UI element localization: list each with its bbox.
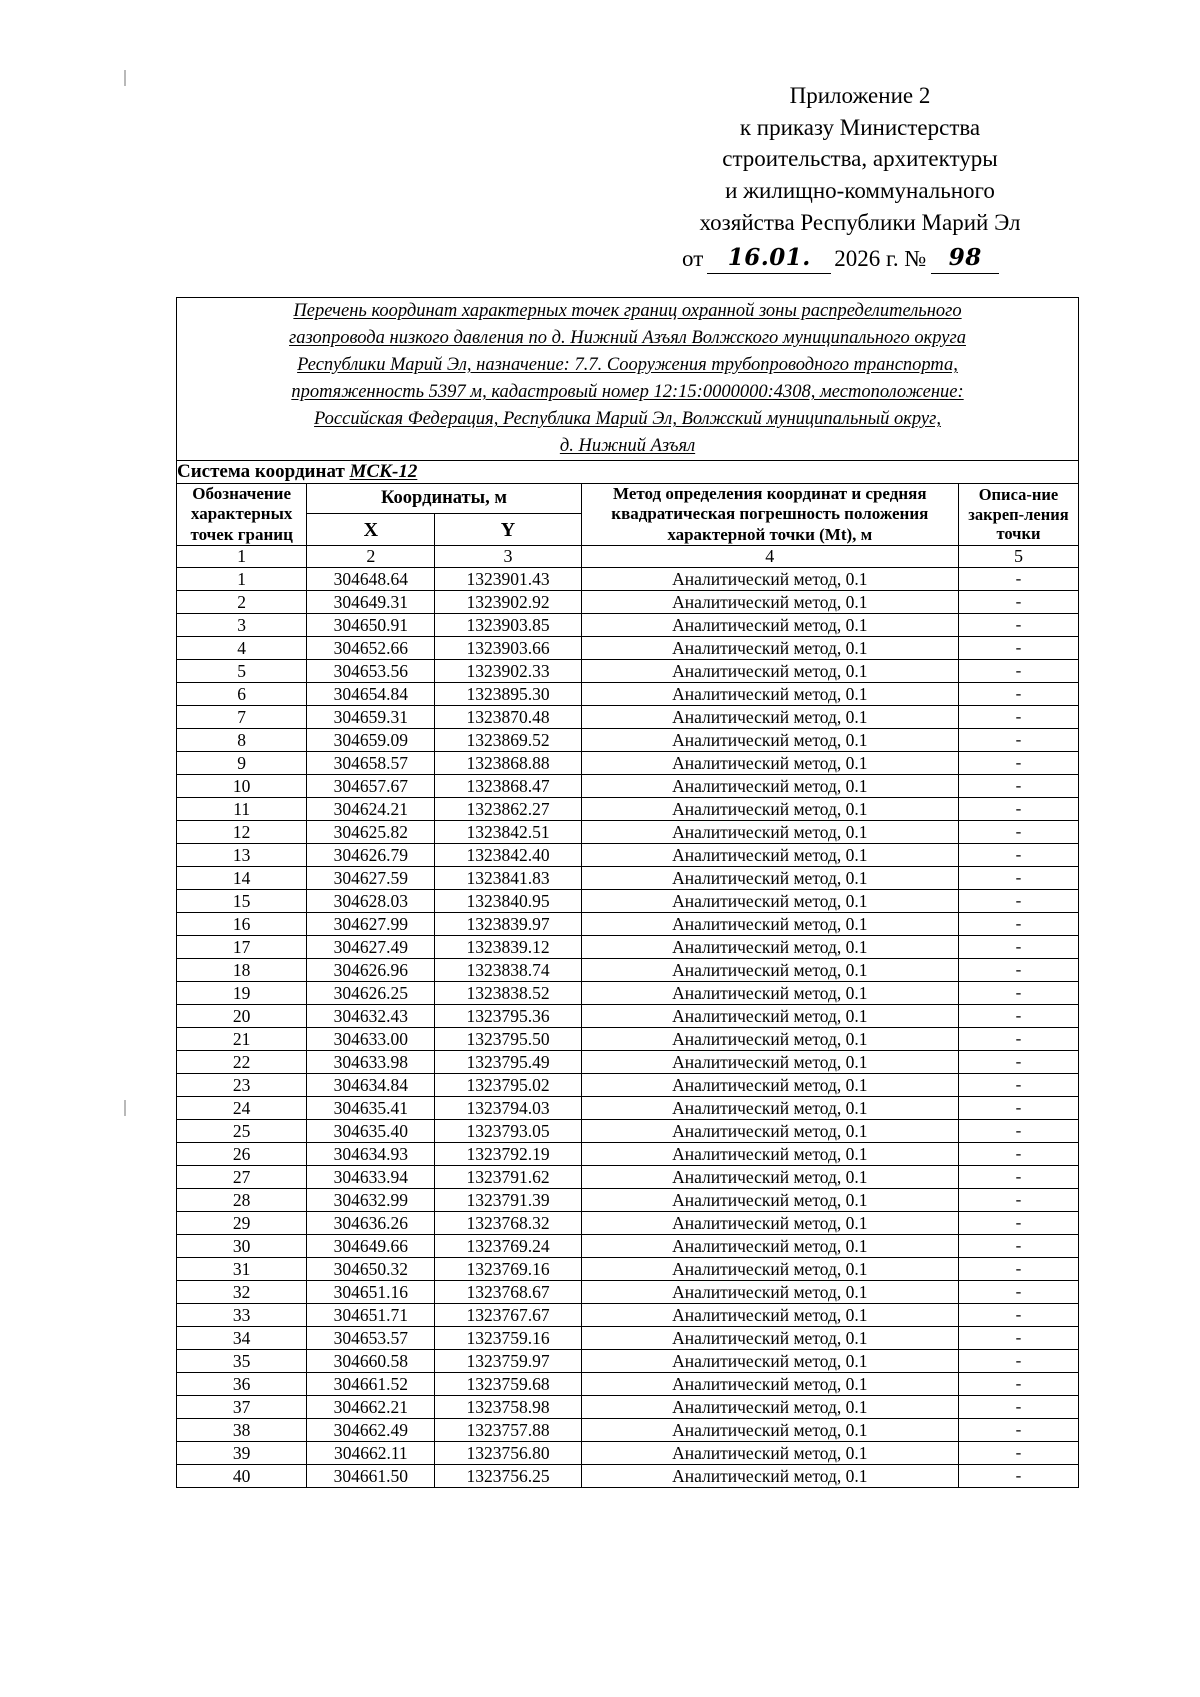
cell-method: Аналитический метод, 0.1 [581, 637, 958, 660]
cell-description: - [958, 1258, 1078, 1281]
header-line-3: строительства, архитектуры [722, 146, 998, 172]
cell-coordinate-y: 1323795.49 [435, 1051, 581, 1074]
cell-point-number: 26 [177, 1143, 307, 1166]
cell-description: - [958, 752, 1078, 775]
cell-coordinate-x: 304627.49 [307, 936, 435, 959]
cell-description: - [958, 1419, 1078, 1442]
cell-method: Аналитический метод, 0.1 [581, 568, 958, 591]
cell-method: Аналитический метод, 0.1 [581, 1396, 958, 1419]
cell-point-number: 14 [177, 867, 307, 890]
cell-coordinate-y: 1323794.03 [435, 1097, 581, 1120]
cell-coordinate-y: 1323869.52 [435, 729, 581, 752]
cell-coordinate-y: 1323795.36 [435, 1005, 581, 1028]
cell-coordinate-x: 304662.21 [307, 1396, 435, 1419]
header-line-2: к приказу Министерства [739, 114, 981, 140]
cell-coordinate-y: 1323768.32 [435, 1212, 581, 1235]
cell-point-number: 36 [177, 1373, 307, 1396]
cell-method: Аналитический метод, 0.1 [581, 706, 958, 729]
cell-coordinate-y: 1323838.74 [435, 959, 581, 982]
cell-method: Аналитический метод, 0.1 [581, 1005, 958, 1028]
cell-method: Аналитический метод, 0.1 [581, 1304, 958, 1327]
cell-coordinate-y: 1323791.62 [435, 1166, 581, 1189]
cell-method: Аналитический метод, 0.1 [581, 1074, 958, 1097]
table-row [177, 591, 1079, 614]
cell-coordinate-y: 1323868.47 [435, 775, 581, 798]
cell-description: - [958, 1281, 1078, 1304]
cell-coordinate-x: 304651.16 [307, 1281, 435, 1304]
cell-description: - [958, 1350, 1078, 1373]
cell-coordinate-y: 1323791.39 [435, 1189, 581, 1212]
table-row [177, 1373, 1079, 1396]
cell-method: Аналитический метод, 0.1 [581, 775, 958, 798]
cell-coordinate-y: 1323793.05 [435, 1120, 581, 1143]
cell-coordinate-y: 1323769.16 [435, 1258, 581, 1281]
cell-description: - [958, 1442, 1078, 1465]
coordinate-system-cell [177, 461, 1079, 484]
table-row [177, 1442, 1079, 1465]
cell-method: Аналитический метод, 0.1 [581, 1166, 958, 1189]
coordinate-system-row [177, 461, 1079, 484]
cell-coordinate-y: 1323759.68 [435, 1373, 581, 1396]
cell-coordinate-y: 1323902.33 [435, 660, 581, 683]
cell-method: Аналитический метод, 0.1 [581, 591, 958, 614]
cell-method: Аналитический метод, 0.1 [581, 1350, 958, 1373]
cell-method: Аналитический метод, 0.1 [581, 1465, 958, 1488]
cell-description: - [958, 591, 1078, 614]
cell-coordinate-x: 304659.09 [307, 729, 435, 752]
table-row [177, 752, 1079, 775]
header-coordinates-group: Координаты, м [307, 484, 581, 514]
cell-description: - [958, 936, 1078, 959]
cell-method: Аналитический метод, 0.1 [581, 660, 958, 683]
cell-coordinate-y: 1323901.43 [435, 568, 581, 591]
cell-description: - [958, 867, 1078, 890]
cell-method: Аналитический метод, 0.1 [581, 982, 958, 1005]
cell-point-number: 17 [177, 936, 307, 959]
column-number-2: 2 [307, 546, 435, 568]
cell-coordinate-x: 304662.11 [307, 1442, 435, 1465]
cell-method: Аналитический метод, 0.1 [581, 1235, 958, 1258]
cell-point-number: 27 [177, 1166, 307, 1189]
cell-description: - [958, 729, 1078, 752]
cell-coordinate-x: 304626.96 [307, 959, 435, 982]
cell-description: - [958, 1235, 1078, 1258]
cell-method: Аналитический метод, 0.1 [581, 1143, 958, 1166]
cell-point-number: 20 [177, 1005, 307, 1028]
cell-point-number: 29 [177, 1212, 307, 1235]
table-row [177, 1074, 1079, 1097]
table-title-cell [177, 298, 1079, 461]
cell-coordinate-y: 1323756.80 [435, 1442, 581, 1465]
cell-description: - [958, 1304, 1078, 1327]
cell-coordinate-x: 304649.66 [307, 1235, 435, 1258]
cell-description: - [958, 683, 1078, 706]
cell-description: - [958, 1212, 1078, 1235]
cell-coordinate-y: 1323868.88 [435, 752, 581, 775]
cell-method: Аналитический метод, 0.1 [581, 1373, 958, 1396]
approval-header [640, 80, 1080, 274]
cell-description: - [958, 844, 1078, 867]
cell-description: - [958, 1005, 1078, 1028]
cell-coordinate-y: 1323792.19 [435, 1143, 581, 1166]
title-line-6: д. Нижний Азъял [559, 436, 696, 456]
table-row [177, 1304, 1079, 1327]
cell-point-number: 5 [177, 660, 307, 683]
table-row [177, 1350, 1079, 1373]
cell-description: - [958, 1189, 1078, 1212]
column-number-4: 4 [581, 546, 958, 568]
table-row [177, 1419, 1079, 1442]
cell-point-number: 31 [177, 1258, 307, 1281]
cell-description: - [958, 1051, 1078, 1074]
cell-point-number: 33 [177, 1304, 307, 1327]
cell-coordinate-y: 1323842.51 [435, 821, 581, 844]
column-number-3: 3 [435, 546, 581, 568]
cell-method: Аналитический метод, 0.1 [581, 890, 958, 913]
cell-point-number: 40 [177, 1465, 307, 1488]
cell-point-number: 21 [177, 1028, 307, 1051]
cell-description: - [958, 1166, 1078, 1189]
cell-coordinate-y: 1323758.98 [435, 1396, 581, 1419]
cell-coordinate-y: 1323769.24 [435, 1235, 581, 1258]
header-point-designation: Обозначение характерных точек границ [177, 484, 307, 546]
date-prefix-label: от [682, 245, 704, 271]
cell-coordinate-x: 304654.84 [307, 683, 435, 706]
cell-coordinate-y: 1323903.66 [435, 637, 581, 660]
cell-description: - [958, 706, 1078, 729]
header-description: Описа-ние закреп-ления точки [958, 484, 1078, 546]
table-row [177, 890, 1079, 913]
table-row [177, 982, 1079, 1005]
cell-method: Аналитический метод, 0.1 [581, 1281, 958, 1304]
cell-point-number: 2 [177, 591, 307, 614]
cell-coordinate-y: 1323862.27 [435, 798, 581, 821]
cell-point-number: 34 [177, 1327, 307, 1350]
cell-coordinate-y: 1323756.25 [435, 1465, 581, 1488]
cell-coordinate-x: 304636.26 [307, 1212, 435, 1235]
cell-coordinate-y: 1323838.52 [435, 982, 581, 1005]
cell-point-number: 18 [177, 959, 307, 982]
table-row [177, 1212, 1079, 1235]
cell-coordinate-x: 304650.91 [307, 614, 435, 637]
order-year-label: 2026 г. № [834, 245, 927, 271]
table-row [177, 1005, 1079, 1028]
cell-description: - [958, 959, 1078, 982]
cell-point-number: 35 [177, 1350, 307, 1373]
cell-coordinate-x: 304633.94 [307, 1166, 435, 1189]
cell-method: Аналитический метод, 0.1 [581, 1442, 958, 1465]
header-line-5: хозяйства Республики Марий Эл [699, 209, 1021, 235]
table-row [177, 1166, 1079, 1189]
cell-method: Аналитический метод, 0.1 [581, 1189, 958, 1212]
cell-method: Аналитический метод, 0.1 [581, 913, 958, 936]
coordinates-table-body [177, 568, 1079, 1488]
coordinate-system-value: МСК-12 [349, 461, 418, 482]
cell-point-number: 1 [177, 568, 307, 591]
cell-description: - [958, 614, 1078, 637]
cell-point-number: 10 [177, 775, 307, 798]
cell-method: Аналитический метод, 0.1 [581, 1028, 958, 1051]
table-row [177, 1235, 1079, 1258]
cell-method: Аналитический метод, 0.1 [581, 1212, 958, 1235]
column-number-5: 5 [958, 546, 1078, 568]
cell-coordinate-y: 1323839.12 [435, 936, 581, 959]
cell-coordinate-y: 1323870.48 [435, 706, 581, 729]
cell-coordinate-y: 1323768.67 [435, 1281, 581, 1304]
table-title-row [177, 298, 1079, 461]
cell-point-number: 23 [177, 1074, 307, 1097]
table-row [177, 1051, 1079, 1074]
cell-point-number: 16 [177, 913, 307, 936]
cell-point-number: 15 [177, 890, 307, 913]
cell-description: - [958, 890, 1078, 913]
cell-coordinate-x: 304628.03 [307, 890, 435, 913]
cell-method: Аналитический метод, 0.1 [581, 844, 958, 867]
cell-method: Аналитический метод, 0.1 [581, 821, 958, 844]
cell-coordinate-y: 1323759.16 [435, 1327, 581, 1350]
cell-method: Аналитический метод, 0.1 [581, 798, 958, 821]
cell-coordinate-x: 304633.98 [307, 1051, 435, 1074]
cell-point-number: 9 [177, 752, 307, 775]
cell-point-number: 32 [177, 1281, 307, 1304]
table-row [177, 936, 1079, 959]
cell-method: Аналитический метод, 0.1 [581, 683, 958, 706]
title-line-3: Республики Марий Эл, назначение: 7.7. Сооружения трубопроводного транспорта, [297, 355, 958, 375]
title-line-2: газопровода низкого давления по д. Нижний Азъял Волжского муниципального округа [289, 328, 966, 348]
table-row [177, 1281, 1079, 1304]
title-line-4: протяженность 5397 м, кадастровый номер 12:15:0000000:4308, местоположение: [291, 382, 964, 402]
cell-description: - [958, 821, 1078, 844]
cell-coordinate-y: 1323840.95 [435, 890, 581, 913]
cell-coordinate-y: 1323757.88 [435, 1419, 581, 1442]
cell-coordinate-y: 1323903.85 [435, 614, 581, 637]
cell-coordinate-y: 1323759.97 [435, 1350, 581, 1373]
cell-coordinate-y: 1323902.92 [435, 591, 581, 614]
title-line-5: Российская Федерация, Республика Марий Эл, Волжский муниципальный округ, [314, 409, 941, 429]
cell-point-number: 11 [177, 798, 307, 821]
cell-coordinate-x: 304650.32 [307, 1258, 435, 1281]
cell-point-number: 28 [177, 1189, 307, 1212]
cell-coordinate-x: 304632.99 [307, 1189, 435, 1212]
header-y: Y [435, 513, 581, 545]
table-row [177, 637, 1079, 660]
table-row [177, 1327, 1079, 1350]
margin-tick-middle [124, 1100, 126, 1116]
table-row [177, 660, 1079, 683]
cell-method: Аналитический метод, 0.1 [581, 1097, 958, 1120]
cell-coordinate-x: 304625.82 [307, 821, 435, 844]
cell-method: Аналитический метод, 0.1 [581, 614, 958, 637]
cell-point-number: 8 [177, 729, 307, 752]
cell-method: Аналитический метод, 0.1 [581, 752, 958, 775]
cell-coordinate-x: 304635.41 [307, 1097, 435, 1120]
cell-point-number: 24 [177, 1097, 307, 1120]
cell-coordinate-x: 304635.40 [307, 1120, 435, 1143]
cell-point-number: 38 [177, 1419, 307, 1442]
cell-method: Аналитический метод, 0.1 [581, 1419, 958, 1442]
order-date-value: 16.01. [707, 242, 831, 275]
table-row [177, 1120, 1079, 1143]
title-line-1: Перечень координат характерных точек границ охранной зоны распределительного [293, 301, 962, 321]
cell-point-number: 7 [177, 706, 307, 729]
cell-point-number: 4 [177, 637, 307, 660]
table-row [177, 867, 1079, 890]
cell-coordinate-y: 1323841.83 [435, 867, 581, 890]
coordinates-table-wrapper [176, 297, 1079, 1488]
header-method: Метод определения координат и средняя квадратическая погрешность положения характерной точки (Mt), м [581, 484, 958, 546]
table-row [177, 1258, 1079, 1281]
cell-point-number: 37 [177, 1396, 307, 1419]
cell-coordinate-x: 304658.57 [307, 752, 435, 775]
order-number-value: 98 [931, 242, 999, 275]
cell-coordinate-x: 304661.52 [307, 1373, 435, 1396]
cell-method: Аналитический метод, 0.1 [581, 867, 958, 890]
table-row [177, 1143, 1079, 1166]
cell-coordinate-y: 1323795.50 [435, 1028, 581, 1051]
table-row [177, 706, 1079, 729]
cell-description: - [958, 1143, 1078, 1166]
table-row [177, 683, 1079, 706]
column-number-row [177, 546, 1079, 568]
order-date-line [640, 242, 1080, 275]
cell-point-number: 39 [177, 1442, 307, 1465]
cell-point-number: 25 [177, 1120, 307, 1143]
table-row [177, 1097, 1079, 1120]
table-row [177, 614, 1079, 637]
table-row [177, 821, 1079, 844]
cell-coordinate-x: 304651.71 [307, 1304, 435, 1327]
cell-point-number: 19 [177, 982, 307, 1005]
table-row [177, 1189, 1079, 1212]
cell-description: - [958, 660, 1078, 683]
cell-description: - [958, 1373, 1078, 1396]
cell-method: Аналитический метод, 0.1 [581, 1258, 958, 1281]
cell-method: Аналитический метод, 0.1 [581, 959, 958, 982]
cell-method: Аналитический метод, 0.1 [581, 936, 958, 959]
table-row [177, 959, 1079, 982]
cell-coordinate-x: 304648.64 [307, 568, 435, 591]
cell-description: - [958, 775, 1078, 798]
cell-method: Аналитический метод, 0.1 [581, 1327, 958, 1350]
header-x: X [307, 513, 435, 545]
table-row [177, 568, 1079, 591]
table-row [177, 1396, 1079, 1419]
cell-coordinate-x: 304624.21 [307, 798, 435, 821]
cell-coordinate-x: 304633.00 [307, 1028, 435, 1051]
cell-coordinate-y: 1323767.67 [435, 1304, 581, 1327]
table-row [177, 775, 1079, 798]
cell-coordinate-x: 304653.57 [307, 1327, 435, 1350]
cell-coordinate-x: 304632.43 [307, 1005, 435, 1028]
cell-coordinate-x: 304652.66 [307, 637, 435, 660]
cell-description: - [958, 1465, 1078, 1488]
cell-coordinate-x: 304627.99 [307, 913, 435, 936]
cell-coordinate-x: 304627.59 [307, 867, 435, 890]
table-row [177, 1028, 1079, 1051]
cell-coordinate-x: 304657.67 [307, 775, 435, 798]
cell-coordinate-y: 1323895.30 [435, 683, 581, 706]
cell-coordinate-y: 1323842.40 [435, 844, 581, 867]
column-number-1: 1 [177, 546, 307, 568]
coordinates-table [176, 297, 1079, 1488]
header-line-4: и жилищно-коммунального [725, 178, 995, 204]
coordinate-system-label: Система координат [177, 461, 345, 482]
cell-point-number: 3 [177, 614, 307, 637]
cell-point-number: 13 [177, 844, 307, 867]
table-row [177, 798, 1079, 821]
cell-method: Аналитический метод, 0.1 [581, 1051, 958, 1074]
cell-method: Аналитический метод, 0.1 [581, 1120, 958, 1143]
table-row [177, 844, 1079, 867]
cell-coordinate-x: 304626.25 [307, 982, 435, 1005]
cell-description: - [958, 1028, 1078, 1051]
cell-description: - [958, 637, 1078, 660]
cell-coordinate-x: 304661.50 [307, 1465, 435, 1488]
cell-description: - [958, 913, 1078, 936]
cell-description: - [958, 1396, 1078, 1419]
cell-point-number: 12 [177, 821, 307, 844]
cell-coordinate-x: 304634.93 [307, 1143, 435, 1166]
table-header-row-1 [177, 484, 1079, 514]
cell-point-number: 22 [177, 1051, 307, 1074]
cell-coordinate-x: 304660.58 [307, 1350, 435, 1373]
cell-point-number: 30 [177, 1235, 307, 1258]
header-line-1: Приложение 2 [789, 83, 931, 108]
cell-coordinate-x: 304662.49 [307, 1419, 435, 1442]
cell-description: - [958, 798, 1078, 821]
table-row [177, 729, 1079, 752]
cell-method: Аналитический метод, 0.1 [581, 729, 958, 752]
cell-description: - [958, 1097, 1078, 1120]
cell-coordinate-x: 304653.56 [307, 660, 435, 683]
margin-tick-top [124, 70, 126, 86]
cell-description: - [958, 1074, 1078, 1097]
cell-description: - [958, 982, 1078, 1005]
cell-coordinate-x: 304649.31 [307, 591, 435, 614]
cell-point-number: 6 [177, 683, 307, 706]
table-row [177, 913, 1079, 936]
cell-coordinate-y: 1323795.02 [435, 1074, 581, 1097]
cell-coordinate-x: 304626.79 [307, 844, 435, 867]
cell-description: - [958, 568, 1078, 591]
cell-coordinate-x: 304659.31 [307, 706, 435, 729]
table-row [177, 1465, 1079, 1488]
cell-coordinate-y: 1323839.97 [435, 913, 581, 936]
cell-description: - [958, 1120, 1078, 1143]
cell-description: - [958, 1327, 1078, 1350]
cell-coordinate-x: 304634.84 [307, 1074, 435, 1097]
